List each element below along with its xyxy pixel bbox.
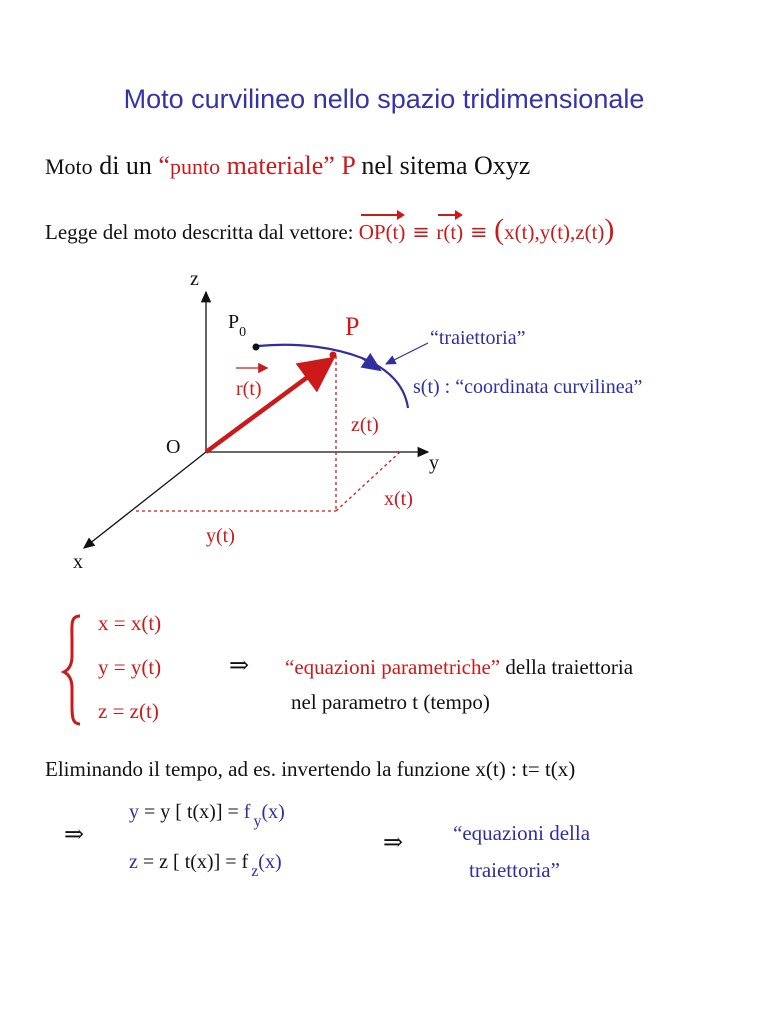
p0-label-sub: 0 <box>239 325 247 340</box>
intro-p: P <box>334 151 355 180</box>
equiv-symbol: ≡ <box>463 220 495 244</box>
p0-label-main: P <box>228 311 240 333</box>
intro-quote-open: “ <box>158 151 170 180</box>
law-prefix: Legge del moto descritta dal vettore: <box>45 220 354 244</box>
paren-open: ( <box>494 213 505 246</box>
intro-rest: nel sitema Oxyz <box>354 151 531 180</box>
elimination-text: Eliminando il tempo, ad es. invertendo la funzione x(t) : t= t(x) <box>45 757 576 781</box>
equation-x: x = x(t) <box>98 611 162 635</box>
y-axis-label: y <box>429 452 439 474</box>
trajectory-equations-line2: traiettoria” <box>469 858 560 882</box>
parametric-quote: “equazioni parametriche” <box>285 655 501 679</box>
y-variable: y <box>129 801 139 823</box>
parametric-line2: nel parametro t (tempo) <box>291 690 490 714</box>
vector-r-label: r(t) <box>436 220 464 244</box>
fy-function: f <box>243 801 251 823</box>
vector-op-label: OP(t) <box>358 220 406 244</box>
curvilinear-coordinate-label: s(t) : “coordinata curvilinea” <box>413 376 643 398</box>
intro-punto: punto <box>169 154 221 179</box>
z-variable: z <box>129 851 138 873</box>
trajectory-equations-line1: “equazioni della <box>453 821 591 845</box>
fy-argument: (x) <box>261 801 285 823</box>
implies-symbol-final-2: ⇒ <box>383 828 404 856</box>
x-axis-label: x <box>73 551 83 573</box>
z-component-label: z(t) <box>351 414 379 436</box>
intro-materiale: materiale” <box>220 151 335 180</box>
fz-subscript: z <box>251 863 259 880</box>
origin-label: O <box>166 436 181 458</box>
fy-subscript: y <box>253 813 262 830</box>
x-component-label: x(t) <box>384 488 413 510</box>
xyz-components: x(t),y(t),z(t) <box>504 220 605 244</box>
traiettoria-label: “traiettoria” <box>430 327 526 349</box>
intro-di-un: di un <box>92 151 159 180</box>
intro-moto: Moto <box>45 154 93 179</box>
trajectory-equation-z <box>129 851 282 880</box>
equiv-symbol: ≡ <box>405 220 437 244</box>
system-brace <box>64 616 80 724</box>
equation-z: z = z(t) <box>98 699 159 723</box>
y-component-label: y(t) <box>206 525 235 547</box>
implies-symbol: ⇒ <box>229 651 250 679</box>
y-middle: = y [ t(x)] = <box>139 801 244 823</box>
page-title: Moto curvilineo nello spazio tridimensionale <box>123 84 645 114</box>
implies-symbol-final: ⇒ <box>64 820 85 848</box>
r-label: r(t) <box>236 378 262 400</box>
z-axis-label: z <box>190 268 199 290</box>
fz-argument: (x) <box>258 851 282 873</box>
z-middle: = z [ t(x)] = f <box>137 851 249 873</box>
trajectory-equation-y <box>129 801 285 830</box>
paren-close: ) <box>604 213 615 246</box>
p-label: P <box>345 312 360 341</box>
parametric-label <box>285 655 633 680</box>
equation-y: y = y(t) <box>98 655 162 679</box>
parametric-rest: della traiettoria <box>500 655 634 679</box>
